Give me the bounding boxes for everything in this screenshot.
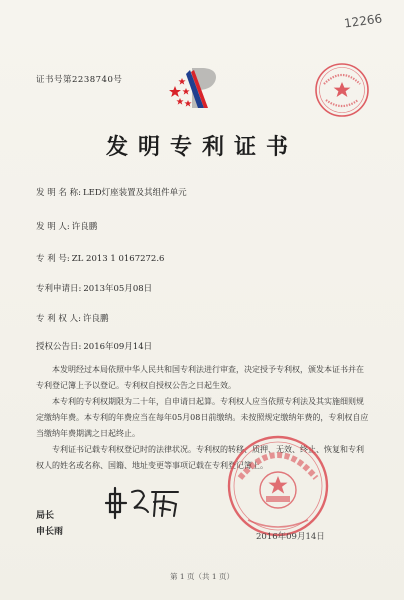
signatory-block <box>36 508 63 540</box>
field-label: 专 利 号: <box>36 254 70 264</box>
field-invention-name <box>36 186 187 198</box>
handwritten-note: 12266 <box>343 11 383 31</box>
director-signature <box>104 482 184 522</box>
field-application-date <box>36 282 152 294</box>
certificate-number: 证书号第2238740号 <box>36 75 123 85</box>
field-label: 授权公告日: <box>36 342 82 352</box>
field-patentee <box>36 312 109 324</box>
field-value: 2016年09月14日 <box>83 342 153 352</box>
national-ipa-seal-icon <box>226 434 330 538</box>
field-value: LED灯座装置及其组件单元 <box>82 188 187 198</box>
patent-office-logo-icon <box>168 60 222 114</box>
signatory-title: 局长 <box>36 511 55 521</box>
page-title: 发明专利证书 <box>105 134 298 160</box>
registration-seal-icon <box>314 62 370 118</box>
field-value: ZL 2013 1 0167272.6 <box>71 254 165 264</box>
signatory-name: 申长雨 <box>36 527 64 537</box>
body-paragraph: 本发明经过本局依照中华人民共和国专利法进行审查，决定授予专利权，颁发本证书并在专利登记簿上予以登记。专利权自授权公告之日起生效。 <box>36 365 364 390</box>
field-inventor <box>36 220 97 232</box>
page-indicator: 第 1 页（共 1 页） <box>169 572 235 581</box>
body-paragraph: 专利证书记载专利权登记时的法律状况。专利权的转移、质押、无效、终止、恢复和专利权人的姓名或名称、国籍、地址变更等事项记载在专利登记簿上。 <box>36 445 364 470</box>
field-value: 许良鹏 <box>82 314 109 324</box>
field-grant-announcement-date <box>36 340 152 352</box>
field-label: 发 明 人: <box>36 222 70 232</box>
field-value: 2013年05月08日 <box>83 284 153 294</box>
field-value: 许良鹏 <box>71 222 98 232</box>
issue-date: 2016年09月14日 <box>256 532 325 542</box>
field-label: 发 明 名 称: <box>36 188 81 198</box>
field-patent-number <box>36 252 164 264</box>
field-label: 专利申请日: <box>36 284 82 294</box>
body-paragraph: 本专利的专利权期限为二十年，自申请日起算。专利权人应当依照专利法及其实施细则规定缴纳年费。本专利的年费应当在每年05月08日前缴纳。未按照规定缴纳年费的，专利权自应当缴纳年费期满之日起终止。 <box>36 397 369 438</box>
field-label: 专 利 权 人: <box>36 314 81 324</box>
